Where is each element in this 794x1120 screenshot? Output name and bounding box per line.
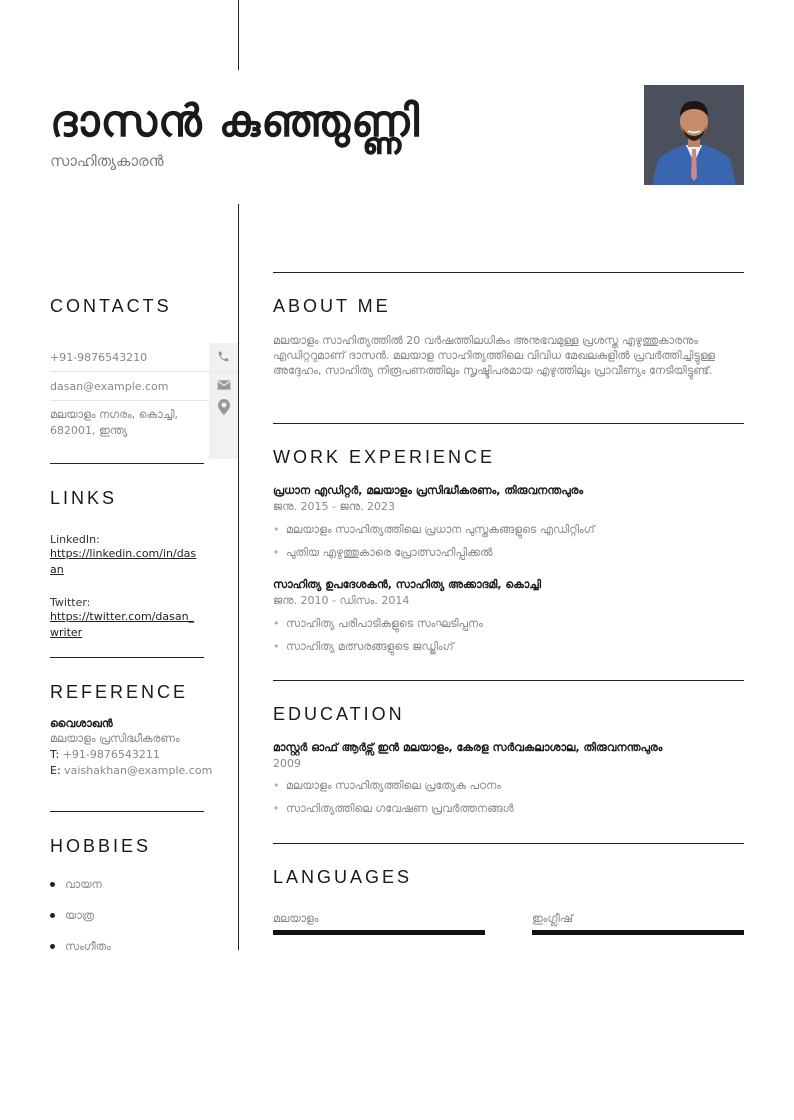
work-section bbox=[273, 447, 744, 658]
hobby-item: വായന bbox=[50, 869, 238, 900]
top-divider-line bbox=[238, 0, 239, 70]
profile-photo bbox=[644, 85, 744, 185]
profile-photo-illustration bbox=[644, 85, 744, 185]
candidate-role: സാഹിത്യകാരൻ bbox=[50, 152, 164, 170]
education-bullet: • മലയാളം സാഹിത്യത്തിലെ പ്രത്യേക പഠനം bbox=[273, 774, 744, 797]
education-section bbox=[273, 704, 744, 820]
column-divider-line bbox=[238, 204, 239, 950]
education-title: EDUCATION bbox=[273, 704, 405, 724]
work-top-rule bbox=[273, 423, 744, 424]
languages-section bbox=[273, 867, 744, 935]
link-twitter[interactable]: https://twitter.com/dasan_writer bbox=[50, 610, 195, 639]
reference-email-line bbox=[50, 763, 238, 779]
link-label-twitter: Twitter: bbox=[50, 596, 91, 609]
reference-email[interactable]: vaishakhan@example.com bbox=[64, 764, 213, 777]
links-title: LINKS bbox=[50, 488, 118, 508]
hobbies-title: HOBBIES bbox=[50, 836, 152, 856]
candidate-name: ദാസൻ കുഞ്ഞുണ്ണി bbox=[50, 96, 421, 147]
education-bullet: • സാഹിത്യത്തിലെ ഗവേഷണ പ്രവർത്തനങ്ങൾ bbox=[273, 797, 744, 820]
language-level-bar bbox=[273, 930, 485, 935]
work-title: WORK EXPERIENCE bbox=[273, 447, 496, 467]
contact-phone-row bbox=[50, 343, 238, 372]
contact-phone[interactable]: +91-9876543210 bbox=[50, 351, 148, 364]
contacts-section bbox=[50, 296, 238, 447]
reference-title: REFERENCE bbox=[50, 682, 189, 702]
job-date: ജനു. 2010 - ഡിസം. 2014 bbox=[273, 594, 410, 607]
job-date: ജനു. 2015 - ജനു. 2023 bbox=[273, 500, 396, 513]
hobby-list bbox=[50, 869, 238, 962]
reference-section bbox=[50, 682, 238, 779]
link-label-linkedin: LinkedIn: bbox=[50, 533, 100, 546]
hobby-item: യാത്ര bbox=[50, 900, 238, 931]
job-title: പ്രധാന എഡിറ്റർ, മലയാളം പ്രസിദ്ധീകരണം, തിരുവനന്തപുരം bbox=[273, 484, 584, 497]
education-top-rule bbox=[273, 680, 744, 681]
contacts-divider bbox=[50, 463, 204, 464]
job-bullet: • സാഹിത്യ പരിപാടികളുടെ സംഘടിപ്പനം bbox=[273, 612, 744, 635]
language-name: മലയാളം bbox=[273, 912, 319, 925]
reference-org: മലയാളം പ്രസിദ്ധീകരണം bbox=[50, 732, 180, 745]
links-divider bbox=[50, 657, 204, 658]
contacts-title: CONTACTS bbox=[50, 296, 172, 316]
location-icon bbox=[209, 395, 238, 459]
contact-address: മലയാളം നഗരം, കൊച്ചി, 682001, ഇന്ത്യ bbox=[50, 408, 178, 437]
language-name: ഇംഗ്ലീഷ് bbox=[532, 912, 573, 925]
reference-phone[interactable]: +91-9876543211 bbox=[62, 748, 160, 761]
languages-top-rule bbox=[273, 843, 744, 844]
reference-phone-label: T: bbox=[50, 748, 60, 761]
hobby-item: സംഗീതം bbox=[50, 931, 238, 962]
about-title: ABOUT ME bbox=[273, 296, 391, 316]
contact-address-row bbox=[50, 401, 238, 447]
link-linkedin[interactable]: https://linkedin.com/in/dasan bbox=[50, 547, 197, 576]
reference-name: വൈശാഖൻ bbox=[50, 717, 113, 730]
about-text: മലയാളം സാഹിത്യത്തിൽ 20 വർഷത്തിലധികം അനുഭവമുള്ള പ്രശസ്ത എഴുത്തുകാരനും എഡിറ്ററുമാണ് ദാസൻ. മലയാള സാഹിത്യത്തിലെ വിവിധ മേഖലകളിൽ പ്രവർത്തിച്ചിട്ടുള്ള അദ്ദേഹം, സാഹിത്യ നിരൂപണത്തിലും സൃഷ്ടിപരമായ എഴുത്തിലും പ്രാവീണ്യം നേടിയിട്ടുണ്ട്. bbox=[273, 334, 715, 377]
about-top-rule bbox=[273, 272, 744, 273]
languages-title: LANGUAGES bbox=[273, 867, 413, 887]
job-bullet: • സാഹിത്യ മത്സരങ്ങളുടെ ജഡ്ജിംഗ് bbox=[273, 635, 744, 658]
education-year: 2009 bbox=[273, 757, 301, 770]
education-degree: മാസ്റ്റർ ഓഫ് ആർട്സ് ഇൻ മലയാളം, കേരള സർവകലാശാല, തിരുവനന്തപുരം bbox=[273, 741, 663, 754]
job-title: സാഹിത്യ ഉപദേശകൻ, സാഹിത്യ അക്കാദമി, കൊച്ചി bbox=[273, 578, 542, 591]
language-item bbox=[532, 912, 744, 935]
language-item bbox=[273, 912, 485, 935]
job-bullet: • പുതിയ എഴുത്തുകാരെ പ്രോത്സാഹിപ്പിക്കൽ bbox=[273, 541, 744, 564]
reference-divider bbox=[50, 811, 204, 812]
about-section bbox=[273, 296, 744, 378]
phone-icon bbox=[209, 343, 238, 371]
job-entry bbox=[273, 578, 744, 658]
links-section bbox=[50, 488, 238, 641]
job-entry bbox=[273, 484, 744, 564]
reference-email-label: E: bbox=[50, 764, 61, 777]
job-bullet: • മലയാളം സാഹിത്യത്തിലെ പ്രധാന പുസ്തകങ്ങളുടെ എഡിറ്റിംഗ് bbox=[273, 518, 744, 541]
language-level-bar bbox=[532, 930, 744, 935]
contact-email[interactable]: dasan@example.com bbox=[50, 380, 169, 393]
reference-phone-line bbox=[50, 747, 238, 763]
hobbies-section bbox=[50, 836, 238, 962]
